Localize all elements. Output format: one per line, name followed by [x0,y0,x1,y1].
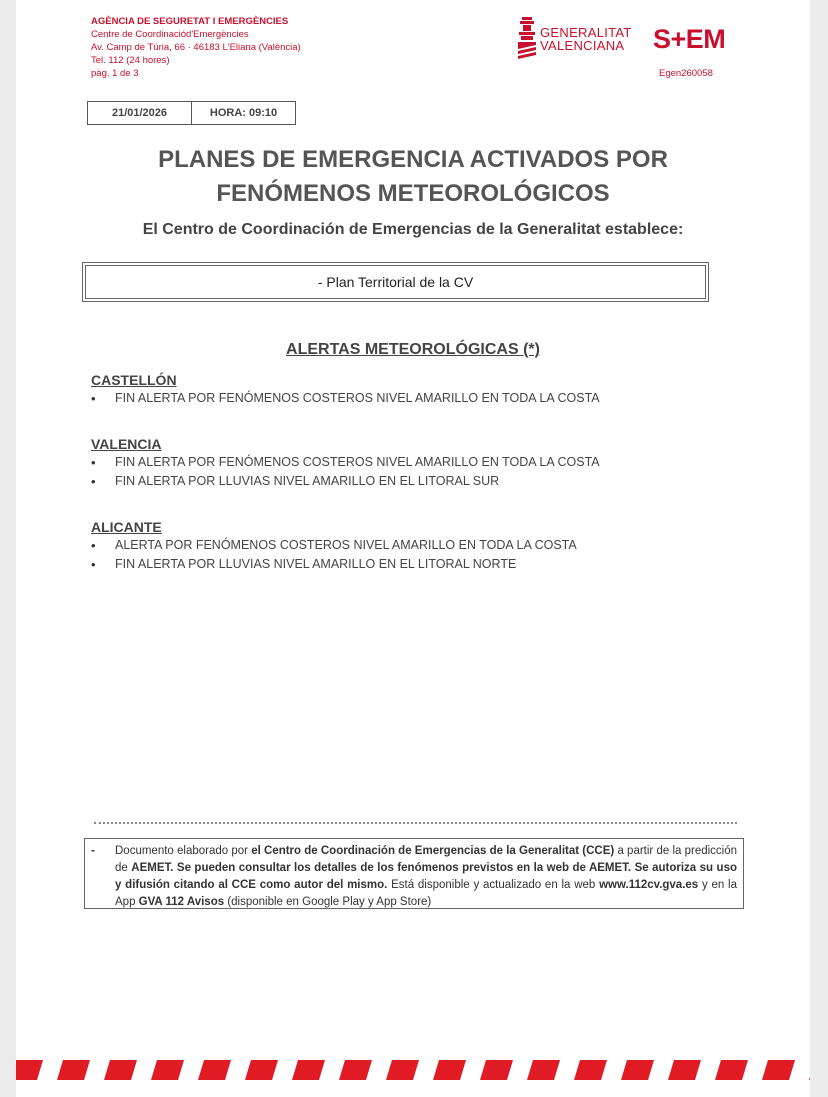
note-text: (disponible en Google Play y App Store) [224,896,432,908]
note-text: Está disponible y actualizado en la web [387,879,600,891]
stripe-mark [245,1060,278,1080]
footnote-dash: - [91,845,95,857]
stripe-mark [57,1060,90,1080]
footnote-box [84,838,744,909]
stripe-mark [433,1060,466,1080]
stripe-mark [151,1060,184,1080]
gva-logo-line2: VALENCIANA [540,38,625,53]
stripe-mark [574,1060,607,1080]
page-subtitle: El Centro de Coordinación de Emergencias de la Generalitat establece: [142,221,684,238]
sem-logo: S+EM [653,24,726,54]
province-name: VALENCIA [91,436,162,452]
document-id: Egen260058 [659,68,713,79]
stripe-mark [762,1060,795,1080]
note-text: y en la App [115,879,737,908]
stripe-mark [386,1060,419,1080]
decorative-stripe-band [16,1060,810,1080]
document-page [16,0,810,1097]
stripe-mark [198,1060,231,1080]
note-text: a partir de la predicción de [115,845,738,874]
alert-item: • FIN ALERTA POR LLUVIAS NIVEL AMARILLO EN EL LITORAL NORTE [91,555,577,574]
note-bold: el Centro de Coordinación de Emergencias de la Generalitat (CCE) [251,845,615,857]
province-alicante [91,518,577,574]
agency-line: Centre de Coordinaciód'Emergències [91,29,249,40]
stripe-mark [339,1060,372,1080]
date-cell: 21/01/2026 [111,107,168,119]
stripe-mark [715,1060,748,1080]
gva-logo-text [540,26,632,52]
title-line-2: FENÓMENOS METEOROLÓGICOS [216,180,610,207]
gva-logo-line1: GENERALITAT [540,25,632,40]
plan-text: - Plan Territorial de la CV [85,265,706,299]
stripe-mark [527,1060,560,1080]
alert-list [91,453,600,491]
title-line-1: PLANES DE EMERGENCIA ACTIVADOS POR [158,146,668,173]
stripe-mark [480,1060,513,1080]
page-title [16,143,810,211]
alert-list [91,536,577,574]
stripe-mark [668,1060,701,1080]
stripe-mark [621,1060,654,1080]
note-bold: AEMET. Se pueden consultar los detalles de los fenómenos previstos en la web de AEMET. Se autoriza su uso y difusión citando al CCE como autor del mismo. [115,862,737,891]
alert-list [91,389,600,408]
date-time-box [87,101,296,125]
alert-item: • ALERTA POR FENÓMENOS COSTEROS NIVEL AMARILLO EN TODA LA COSTA [91,536,577,555]
alerts-title: ALERTAS METEOROLÓGICAS (*) [286,341,540,358]
dotted-divider [94,822,737,824]
gva-shield-icon [516,16,538,62]
stripe-mark [292,1060,325,1080]
stripe-mark [809,1060,810,1080]
agency-header [91,15,301,80]
plan-box [82,262,709,302]
alert-item: • FIN ALERTA POR FENÓMENOS COSTEROS NIVEL AMARILLO EN TODA LA COSTA [91,453,600,472]
agency-phone: Tel. 112 (24 hores) [91,55,170,66]
web-link[interactable]: www.112cv.gva.es [599,879,699,891]
stripe-mark [104,1060,137,1080]
page-number: pàg. 1 de 3 [91,68,139,79]
stripe-mark [16,1060,43,1080]
province-castellon [91,371,600,408]
alert-item: • FIN ALERTA POR LLUVIAS NIVEL AMARILLO EN EL LITORAL SUR [91,472,600,491]
alert-item: • FIN ALERTA POR FENÓMENOS COSTEROS NIVEL AMARILLO EN TODA LA COSTA [91,389,600,408]
agency-address: Av. Camp de Túria, 66 · 46183 L'Eliana (València) [91,42,301,53]
province-name: ALICANTE [91,519,162,535]
province-valencia [91,435,600,491]
app-name: GVA 112 Avisos [138,896,225,908]
generalitat-logo [516,16,634,64]
province-name: CASTELLÓN [91,372,177,388]
time-cell: HORA: 09:10 [191,102,295,124]
agency-name: AGÈNCIA DE SEGURETAT I EMERGÈNCIES [91,16,289,27]
note-text: Documento elaborado por [115,845,252,857]
